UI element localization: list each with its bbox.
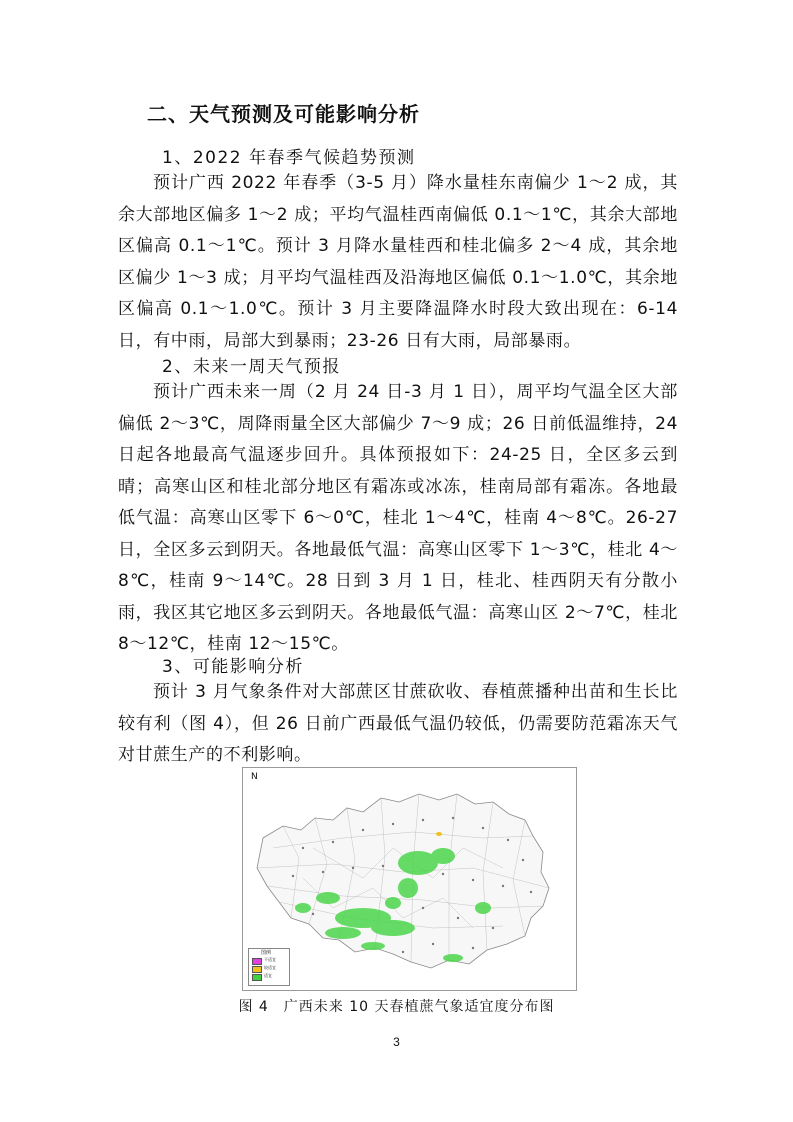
section-title: 二、天气预测及可能影响分析 [147, 102, 420, 126]
moderately-suitable-area [436, 832, 442, 836]
legend-label: 较适宜 [264, 965, 276, 970]
figure-caption: 图 4 广西未来 10 天春植蔗气象适宜度分布图 [238, 999, 555, 1015]
legend-item-suitable [252, 974, 288, 980]
legend-swatch [252, 966, 262, 973]
legend-item-moderate [252, 966, 288, 972]
map-legend [248, 948, 290, 986]
legend-label: 适宜 [264, 973, 272, 978]
paragraph-impact-analysis: 预计 3 月气象条件对大部蔗区甘蔗砍收、春植蔗播种出苗和生长比较有利（图 4），但 26 日前广西最低气温仍较低，仍需要防范霜冻天气对甘蔗生产的不利影响。 [118, 682, 678, 765]
subheading-weekly-forecast: 2、未来一周天气预报 [162, 357, 341, 377]
map-graphic [243, 768, 576, 990]
legend-swatch [252, 958, 262, 965]
legend-title: 图例 [261, 950, 272, 956]
legend-swatch [252, 974, 262, 981]
north-arrow-icon: N [251, 772, 258, 782]
legend-label: 不适宜 [264, 957, 276, 962]
subheading-impact-analysis: 3、可能影响分析 [162, 657, 304, 677]
paragraph-climate-trend: 预计广西 2022 年春季（3-5 月）降水量桂东南偏少 1～2 成，其余大部地区偏多 1～2 成；平均气温桂西南偏低 0.1～1℃，其余大部地区偏高 0.1～1℃。预计 3 月降水量桂西和桂北偏多 2～4 成，其余地区偏少 1～3 成；月平均气温桂西及沿海地区偏低 0.1～1.0℃，其余地区偏高 0.1～1.0℃。预计 3 月主要降温降水时段大致出现在：6-14 日，有中雨，局部大到暴雨；23-26 日有大雨，局部暴雨。 [118, 173, 678, 351]
subheading-climate-trend: 1、2022 年春季气候趋势预测 [162, 148, 416, 168]
legend-item-unsuitable [252, 958, 288, 964]
paragraph-weekly-forecast: 预计广西未来一周（2 月 24 日-3 月 1 日），周平均气温全区大部偏低 2～3℃，周降雨量全区大部偏少 7～9 成；26 日前低温维持，24 日起各地最高气温逐步回升。具体预报如下：24-25 日，全区多云到晴；高寒山区和桂北部分地区有霜冻或冰冻，桂南局部有霜冻。各地最低气温：高寒山区零下 6～0℃，桂北 1～4℃，桂南 4～8℃。26-27 日，全区多云到阴天。各地最低气温：高寒山区零下 1～3℃，桂北 4～8℃，桂南 9～14℃。28 日到 3 月 1 日，桂北、桂西阴天有分散小雨，我区其它地区多云到阴天。各地最低气温：高寒山区 2～7℃，桂北 8～12℃，桂南 12～15℃。 [118, 382, 678, 654]
suitability-map [242, 767, 577, 991]
page-number: 3 [393, 1035, 400, 1049]
